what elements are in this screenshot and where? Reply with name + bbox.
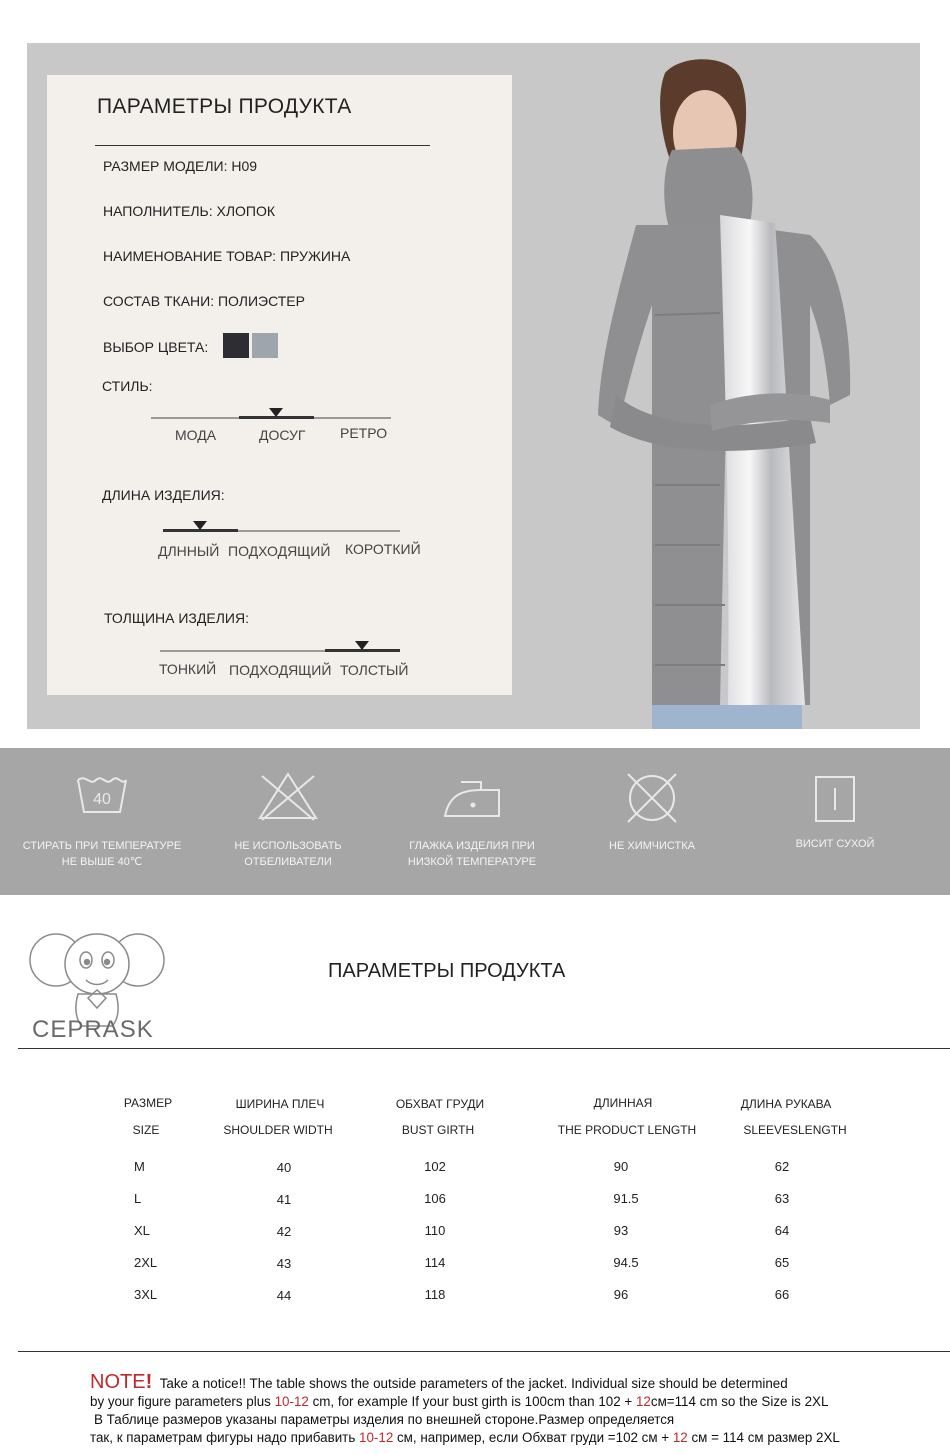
model-size-text: РАЗМЕР МОДЕЛИ: H09 (103, 158, 258, 174)
cell-size: L (134, 1191, 142, 1206)
care-item-iron (377, 748, 567, 895)
params-title: ПАРАМЕТРЫ ПРОДУКТА (97, 95, 352, 118)
length-option-long: ДЛННЫЙ (158, 543, 220, 559)
note-add-en: 12 (635, 1394, 651, 1409)
header-size-ru: РАЗМЕР (123, 1096, 173, 1110)
care-label-bleach: НЕ ИСПОЛЬЗОВАТЬ ОТБЕЛИВАТЕЛИ (234, 840, 342, 868)
cell-shoulder: 40 (276, 1160, 292, 1175)
length-marker-icon (193, 521, 207, 530)
cell-bust: 102 (424, 1159, 446, 1174)
note-text-2b: cm, for example If your bust girth is 100cm than 102 + (308, 1394, 636, 1409)
cell-shoulder: 42 (276, 1224, 292, 1239)
care-label-wash: СТИРАТЬ ПРИ ТЕМПЕРАТУРЕ НЕ ВЫШЕ 40℃ (22, 840, 182, 868)
style-label: СТИЛЬ: (102, 378, 153, 394)
no-dry-clean-icon (622, 770, 682, 826)
note-text-2a: by your figure parameters plus (90, 1394, 275, 1409)
color-choice-label: ВЫБОР ЦВЕТА: (103, 339, 209, 355)
fabric-text: СОСТАВ ТКАНИ: ПОЛИЭСТЕР (103, 293, 305, 309)
wash-temp: 40 (93, 791, 111, 808)
cell-length: 93 (613, 1223, 629, 1238)
header-bust-ru: ОБХВАТ ГРУДИ (395, 1097, 485, 1111)
header-shoulder-ru: ШИРИНА ПЛЕЧ (235, 1097, 325, 1111)
header-length-en: THE PRODUCT LENGTH (557, 1123, 697, 1137)
care-label-dryclean: НЕ ХИМЧИСТКА (609, 840, 695, 852)
thickness-label: ТОЛЩИНА ИЗДЕЛИЯ: (104, 610, 249, 626)
wash-40-icon (74, 772, 130, 818)
cell-bust: 106 (424, 1191, 446, 1206)
cell-size: M (134, 1159, 145, 1174)
thickness-option-regular: ПОДХОДЯЩИЙ (229, 662, 332, 678)
model-photo (560, 55, 890, 729)
product-params-card (47, 75, 512, 695)
cell-shoulder: 44 (276, 1288, 292, 1303)
cell-shoulder: 41 (276, 1192, 292, 1207)
note-text-4a: так, к параметрам фигуры надо прибавить (90, 1430, 360, 1445)
style-marker-icon (269, 408, 283, 417)
filler-text: НАПОЛНИТЕЛЬ: ХЛОПОК (103, 203, 276, 219)
cell-size: 3XL (134, 1287, 158, 1302)
size-note (90, 1373, 945, 1447)
header-bust-en: BUST GIRTH (401, 1123, 475, 1137)
style-option-retro: РЕТРО (340, 425, 388, 441)
cell-length: 96 (613, 1287, 629, 1302)
header-length-ru: ДЛИННАЯ (593, 1096, 653, 1110)
header-size-en: SIZE (132, 1123, 160, 1137)
thickness-marker-icon (355, 641, 369, 650)
cell-bust: 118 (424, 1287, 446, 1302)
cell-sleeve: 63 (774, 1191, 790, 1206)
no-bleach-icon (256, 770, 320, 822)
note-range-en: 10-12 (274, 1394, 309, 1409)
header-divider (18, 1048, 950, 1049)
cell-sleeve: 65 (774, 1255, 790, 1270)
thickness-option-thick: ТОЛСТЫЙ (340, 662, 409, 678)
color-swatch-dark[interactable] (223, 333, 249, 358)
color-swatch-grey[interactable] (252, 333, 278, 358)
care-label-iron: ГЛАЖКА ИЗДЕЛИЯ ПРИ НИЗКОЙ ТЕМПЕРАТУРЕ (407, 840, 537, 868)
cell-bust: 114 (424, 1255, 446, 1270)
care-label-hangdry: ВИСИТ СУХОЙ (795, 838, 875, 850)
brand-name: CEPRASK (32, 1016, 154, 1043)
note-text-4b: см, например, если Обхват груди =102 см + (393, 1430, 673, 1445)
note-text-2c: см=114 cm so the Size is 2XL (650, 1394, 829, 1409)
care-item-hangdry (740, 748, 930, 895)
header-shoulder-en: SHOULDER WIDTH (223, 1123, 333, 1137)
style-option-fashion: МОДА (175, 427, 217, 443)
cell-length: 91.5 (613, 1191, 639, 1206)
note-line-1 (90, 1373, 945, 1393)
note-text-4c: см = 114 см размер 2XL (687, 1430, 840, 1445)
length-option-short: КОРОТКИЙ (345, 541, 421, 557)
care-item-bleach (193, 748, 383, 895)
care-item-wash (7, 748, 197, 895)
note-line-3: В Таблице размеров указаны параметры изделия по внешней стороне.Размер определяется (94, 1412, 675, 1427)
cell-size: 2XL (134, 1255, 158, 1270)
cell-sleeve: 64 (774, 1223, 790, 1238)
length-label: ДЛИНА ИЗДЕЛИЯ: (102, 487, 225, 503)
style-option-leisure: ДОСУГ (259, 427, 306, 443)
cell-size: XL (134, 1223, 150, 1238)
length-option-regular: ПОДХОДЯЩИЙ (228, 543, 331, 559)
note-add-ru: 12 (672, 1430, 688, 1445)
hang-dry-icon (813, 774, 857, 826)
header-sleeve-ru: ДЛИНА РУКАВА (740, 1097, 832, 1111)
cell-bust: 110 (424, 1223, 446, 1238)
product-name-text: НАИМЕНОВАНИЕ ТОВАР: ПРУЖИНА (103, 248, 351, 264)
note-exclamation: ! (145, 1371, 153, 1393)
thickness-option-thin: ТОНКИЙ (159, 661, 217, 677)
low-iron-icon (441, 778, 503, 822)
header-sleeve-en: SLEEVESLENGTH (743, 1123, 847, 1137)
note-text-1: Take a notice!! The table shows the outside parameters of the jacket. Individual size should be determined (159, 1376, 788, 1391)
care-instructions-band (0, 748, 950, 895)
size-chart-title: ПАРАМЕТРЫ ПРОДУКТА (328, 960, 566, 982)
title-divider (95, 145, 430, 146)
cell-shoulder: 43 (276, 1256, 292, 1271)
note-line-2 (90, 1393, 945, 1411)
cell-length: 90 (613, 1159, 629, 1174)
cell-length: 94.5 (613, 1255, 639, 1270)
cell-sleeve: 62 (774, 1159, 790, 1174)
care-item-dryclean (557, 748, 747, 895)
note-range-ru: 10-12 (359, 1430, 394, 1445)
note-line-4 (90, 1429, 945, 1447)
table-divider (18, 1351, 950, 1352)
cell-sleeve: 66 (774, 1287, 790, 1302)
note-heading: NOTE (90, 1371, 146, 1393)
